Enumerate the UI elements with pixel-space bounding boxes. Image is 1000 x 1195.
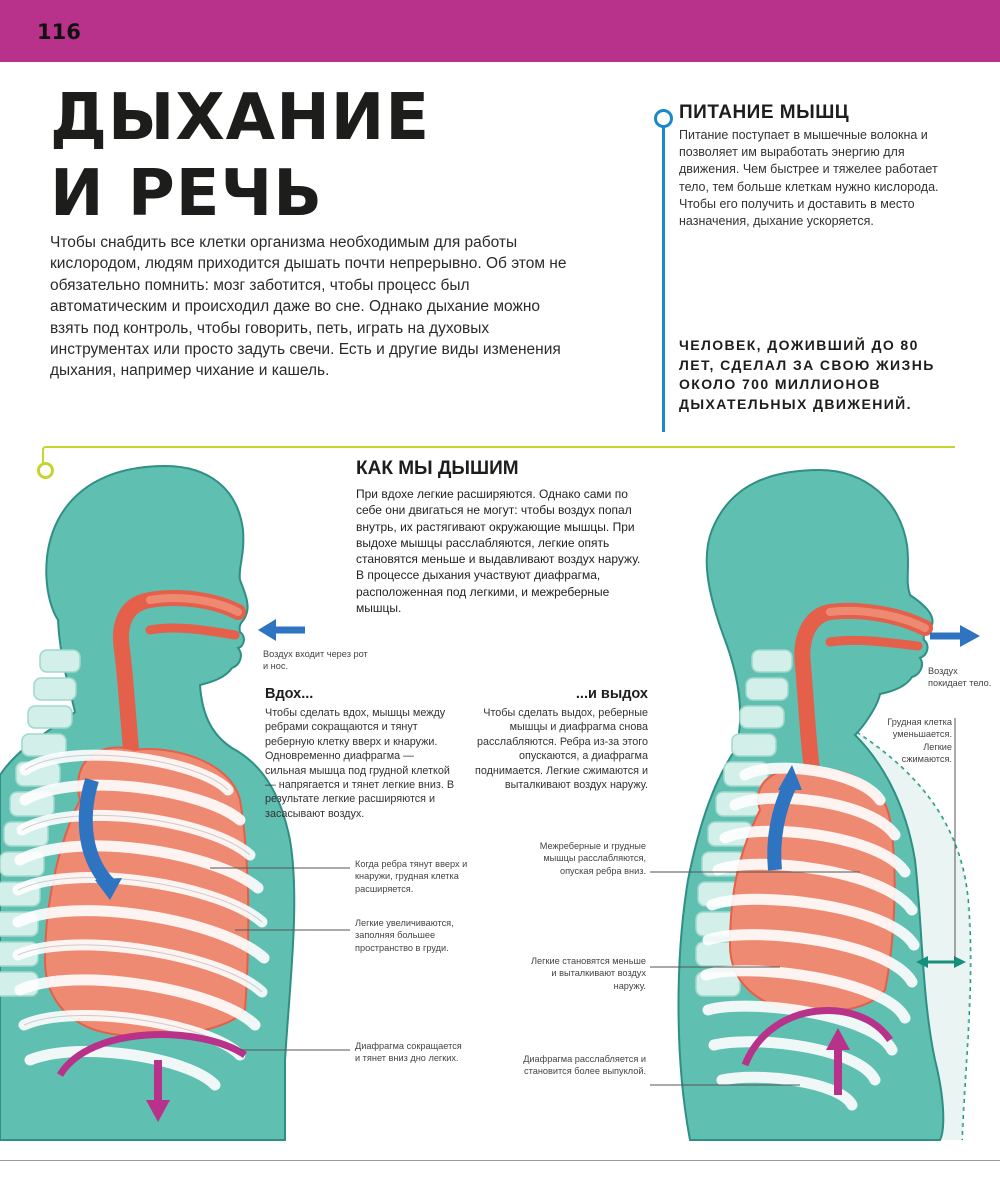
exhale-muscles-label: Межреберные и грудные мышцы расслабляются, опуская ребра вниз. (539, 841, 646, 876)
exhale-text: Чтобы сделать выдох, реберные мышцы и диафрагма снова расслабляются. Ребра из-за этого опускаются, а диафрагма поднимается. Легкие сжимаются и выталкивают воздух наружу. (475, 707, 648, 792)
exhale-air-label: Воздух покидает тело. (928, 666, 992, 689)
sidebar-text: Питание поступает в мышечные волокна и позволяет им выработать энергию для движения. Чем быстрее и тяжелее работает тело, тем больше клеткам нужно кислорода. Чтобы его получить и доставить в место назначения, дыхание ускоряется. (679, 128, 939, 229)
inhale-lungs-label: Легкие увеличиваются, заполняя большее пространство в груди. (355, 918, 454, 953)
exhale-figure (650, 470, 980, 1140)
exhale-diaphragm-label: Диафрагма расслабляется и становится более выпуклой. (523, 1054, 646, 1077)
inhale-ribs-label: Когда ребра тянут вверх и кнаружи, грудная клетка расширяется. (355, 859, 468, 894)
exhale-chest-label: Грудная клетка уменьшается. Легкие сжимаются. (887, 717, 952, 765)
exhale-title: ...и выдох (575, 686, 648, 702)
inhale-diaphragm-label: Диафрагма сокращается и тянет вниз дно легких. (355, 1041, 462, 1064)
inhale-title: Вдох... (265, 686, 314, 702)
title-line-2: И РЕЧЬ (50, 157, 323, 231)
inhale-air-label: Воздух входит через рот и нос. (263, 649, 368, 672)
inhale-text: Чтобы сделать вдох, мышцы между ребрами сокращаются и тянут реберную клетку вверх и кнаружи. Одновременно диафрагма — сильная мышца под грудной клеткой — напрягается и тянет легкие вниз. В результате легкие расширяются и засасывают воздух. (265, 707, 455, 820)
how-we-breathe-title: КАК МЫ ДЫШИМ (356, 458, 519, 479)
sidebar-fact: ЧЕЛОВЕК, ДОЖИВШИЙ ДО 80 ЛЕТ, СДЕЛАЛ ЗА СВОЮ ЖИЗНЬ ОКОЛО 700 МИЛЛИОНОВ ДЫХАТЕЛЬНЫХ ДВИЖЕНИЙ. (679, 337, 935, 412)
intro-paragraph: Чтобы снабдить все клетки организма необходимым для работы кислородом, людям приходится дышать почти непрерывно. Об этом не обязательно помнить: мозг заботится, чтобы процесс был автоматическим и происходил даже во сне. Однако дыхание можно взять под контроль, чтобы говорить, петь, играть на духовых инструментах или просто задуть свечи. Есть и другие виды изменения дыхания, например чихание и кашель. (50, 234, 567, 380)
how-we-breathe-text: При вдохе легкие расширяются. Однако сами по себе они двигаться не могут: чтобы воздух попал внутрь, их растягивают окружающие мышцы. При выдохе мышцы расслабляются, легкие опять становятся меньше и выдавливают воздух наружу. В процессе дыхания участвуют диафрагма, расположенная под легкими, и межреберные мышцы. (356, 487, 641, 616)
title-line-1: ДЫХАНИЕ (50, 81, 431, 155)
bottom-rule (0, 1160, 1000, 1161)
exhale-lungs-label: Легкие становятся меньше и выталкивают воздух наружу. (530, 956, 646, 991)
sidebar-title: ПИТАНИЕ МЫШЦ (679, 102, 850, 123)
section-ring-icon (37, 462, 54, 479)
page-number: 116 (37, 20, 81, 44)
